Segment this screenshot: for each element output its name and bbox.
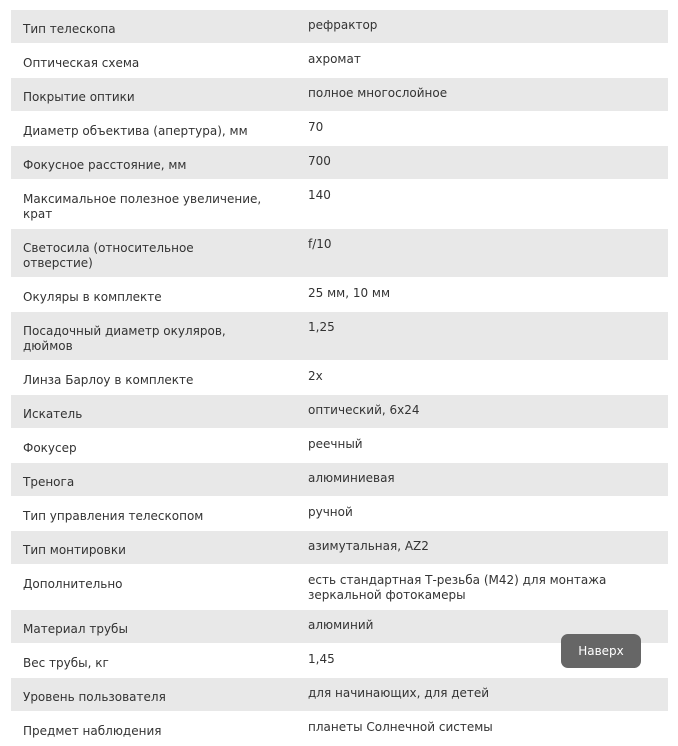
spec-value: реечный: [277, 429, 668, 463]
spec-value: ахромат: [277, 44, 668, 78]
spec-row: [11, 146, 668, 180]
spec-value: 25 мм, 10 мм: [277, 278, 668, 312]
spec-label: Фокусное расстояние, мм: [11, 146, 277, 180]
spec-value: азимутальная, AZ2: [277, 531, 668, 565]
spec-label: Оптическая схема: [11, 44, 277, 78]
spec-row: [11, 361, 668, 395]
spec-label: Светосила (относительное отверстие): [11, 229, 277, 278]
spec-row: [11, 229, 668, 278]
back-to-top-button[interactable]: Наверх: [561, 634, 641, 668]
spec-value: для начинающих, для детей: [277, 678, 668, 712]
spec-label: Линза Барлоу в комплекте: [11, 361, 277, 395]
spec-row: [11, 531, 668, 565]
spec-value: f/10: [277, 229, 668, 278]
spec-row: [11, 278, 668, 312]
spec-label: Посадочный диаметр окуляров, дюймов: [11, 312, 277, 361]
spec-value: рефрактор: [277, 10, 668, 44]
spec-value: есть стандартная Т-резьба (M42) для монтажа зеркальной фотокамеры: [277, 565, 668, 610]
spec-label: Тип управления телескопом: [11, 497, 277, 531]
spec-value: планеты Солнечной системы: [277, 712, 668, 746]
spec-label: Тип телескопа: [11, 10, 277, 44]
spec-row: [11, 712, 668, 746]
spec-row: [11, 180, 668, 229]
spec-label: Уровень пользователя: [11, 678, 277, 712]
spec-value: 140: [277, 180, 668, 229]
spec-label: Материал трубы: [11, 610, 277, 644]
spec-label: Искатель: [11, 395, 277, 429]
spec-value: ручной: [277, 497, 668, 531]
spec-value: 2x: [277, 361, 668, 395]
spec-label: Фокусер: [11, 429, 277, 463]
spec-value: полное многослойное: [277, 78, 668, 112]
spec-row: [11, 463, 668, 497]
spec-label: Окуляры в комплекте: [11, 278, 277, 312]
spec-row: [11, 312, 668, 361]
spec-row: [11, 112, 668, 146]
spec-label: Тип монтировки: [11, 531, 277, 565]
spec-row: [11, 10, 668, 44]
spec-row: [11, 78, 668, 112]
spec-value: 1,25: [277, 312, 668, 361]
spec-value: алюминий: [277, 610, 668, 644]
spec-value: 700: [277, 146, 668, 180]
spec-value: оптический, 6x24: [277, 395, 668, 429]
spec-label: Максимальное полезное увеличение, крат: [11, 180, 277, 229]
spec-row: [11, 44, 668, 78]
spec-label: Дополнительно: [11, 565, 277, 610]
spec-row: [11, 497, 668, 531]
spec-row: [11, 429, 668, 463]
spec-row: [11, 678, 668, 712]
spec-value: 70: [277, 112, 668, 146]
spec-label: Тренога: [11, 463, 277, 497]
spec-value: алюминиевая: [277, 463, 668, 497]
spec-value: 1,45: [277, 644, 668, 678]
spec-label: Покрытие оптики: [11, 78, 277, 112]
spec-row: [11, 565, 668, 610]
spec-label: Вес трубы, кг: [11, 644, 277, 678]
spec-label: Диаметр объектива (апертура), мм: [11, 112, 277, 146]
spec-row: [11, 395, 668, 429]
spec-label: Предмет наблюдения: [11, 712, 277, 746]
